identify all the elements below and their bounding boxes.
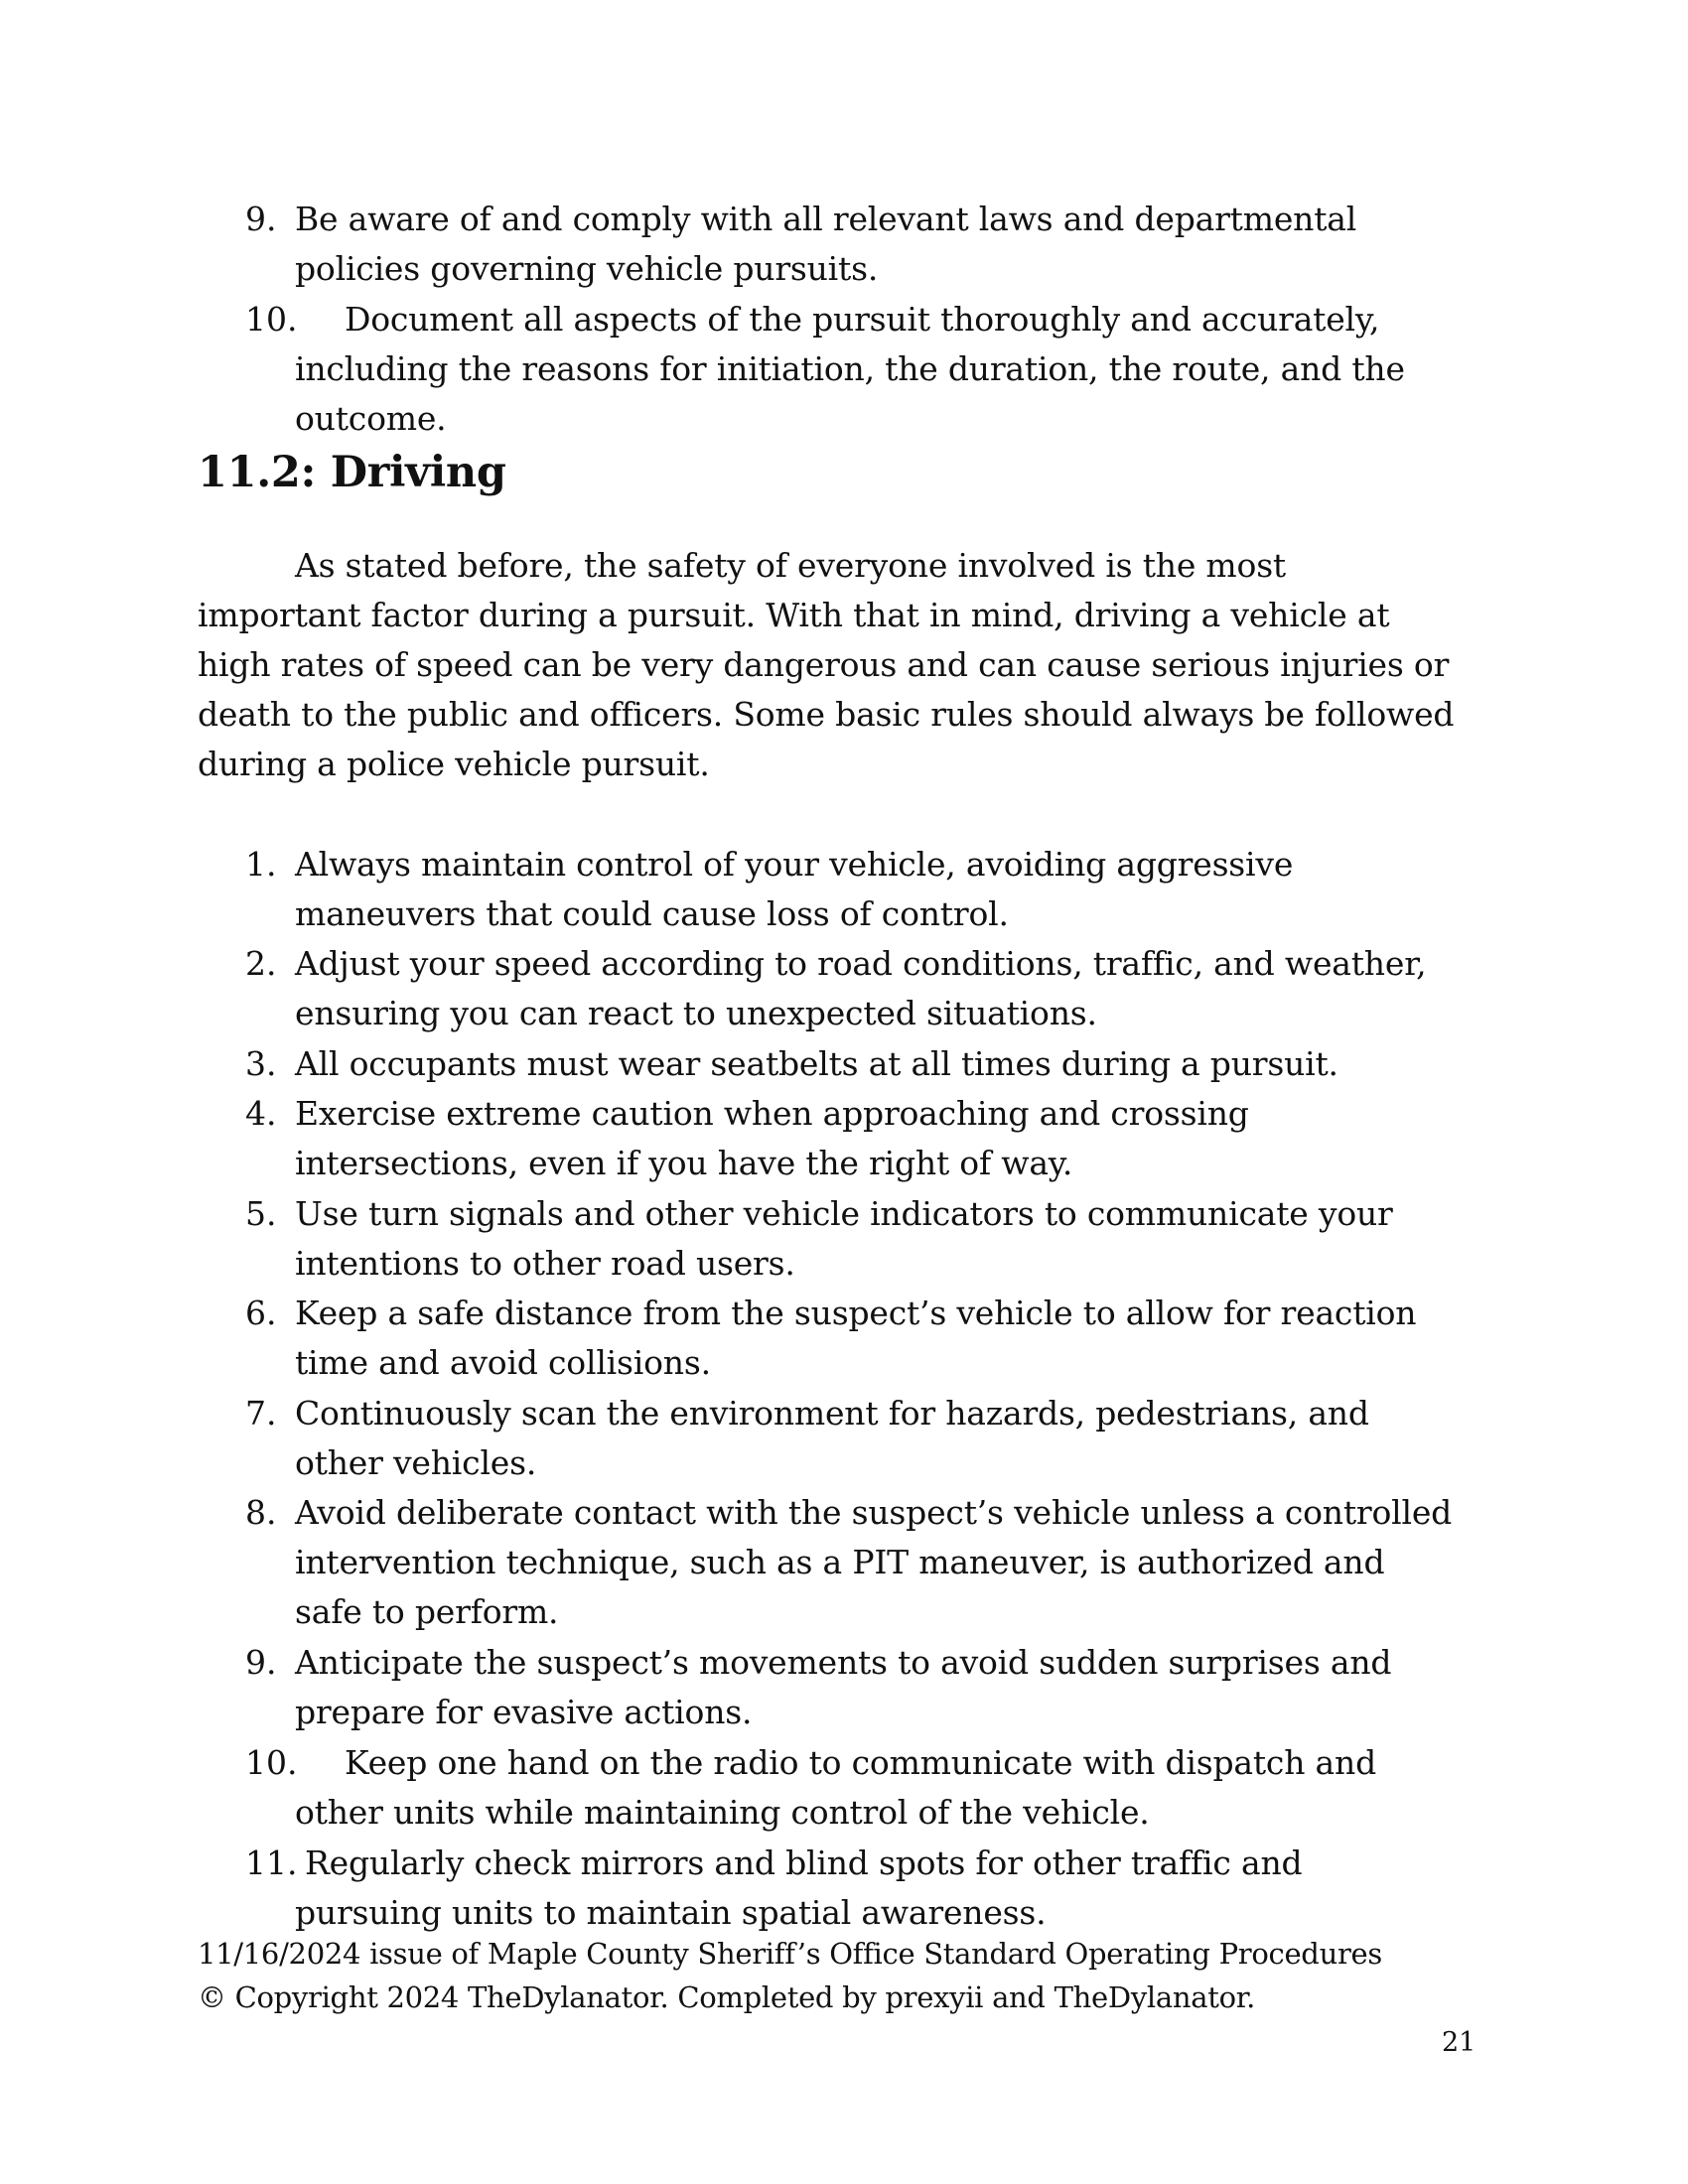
rule-text: Continuously scan the environment for hazards, pedestrians, and	[295, 1394, 1369, 1433]
rule-text: Keep one hand on the radio to communicate with dispatch and	[345, 1743, 1377, 1782]
list-item-text: policies governing vehicle pursuits.	[295, 249, 879, 288]
paragraph-line: high rates of speed can be very dangerous and can cause serious injuries or	[198, 645, 1450, 684]
rule-text: Always maintain control of your vehicle, avoiding aggressive	[295, 845, 1294, 884]
rule-number: 1.	[245, 845, 277, 884]
list-item-number: 9.	[245, 200, 277, 238]
footer-issue-line: 11/16/2024 issue of Maple County Sheriff’s Office Standard Operating Procedures	[198, 1937, 1382, 1971]
rule-text: other vehicles.	[295, 1443, 537, 1482]
paragraph-line: during a police vehicle pursuit.	[198, 745, 710, 783]
rule-text: pursuing units to maintain spatial awareness.	[295, 1893, 1047, 1932]
paragraph-line: important factor during a pursuit. With that in mind, driving a vehicle at	[198, 596, 1390, 634]
footer-copyright-line: © Copyright 2024 TheDylanator. Completed by prexyii and TheDylanator.	[198, 1980, 1256, 2014]
rule-text: safe to perform.	[295, 1592, 559, 1631]
rule-text: Avoid deliberate contact with the suspect’s vehicle unless a controlled	[295, 1493, 1453, 1532]
list-item-text: outcome.	[295, 399, 447, 438]
rule-text: intentions to other road users.	[295, 1244, 795, 1283]
list-item-text: including the reasons for initiation, the duration, the route, and the	[295, 349, 1405, 388]
rule-text: Adjust your speed according to road conditions, traffic, and weather,	[295, 944, 1427, 983]
section-heading: 11.2: Driving	[198, 448, 506, 497]
rule-number: 6.	[245, 1294, 277, 1332]
list-item-text: Be aware of and comply with all relevant laws and departmental	[295, 200, 1357, 238]
rule-text: intersections, even if you have the right of way.	[295, 1144, 1073, 1182]
paragraph-line: death to the public and officers. Some basic rules should always be followed	[198, 695, 1455, 734]
rule-text: intervention technique, such as a PIT maneuver, is authorized and	[295, 1543, 1385, 1581]
rule-number: 4.	[245, 1094, 277, 1133]
rule-text: Anticipate the suspect’s movements to avoid sudden surprises and	[295, 1643, 1392, 1682]
rule-number: 7.	[245, 1394, 277, 1433]
rule-text: Regularly check mirrors and blind spots for other traffic and	[305, 1843, 1303, 1882]
rule-text: Keep a safe distance from the suspect’s vehicle to allow for reaction	[295, 1294, 1417, 1332]
rule-text: maneuvers that could cause loss of control.	[295, 894, 1009, 933]
rule-text: Exercise extreme caution when approaching and crossing	[295, 1094, 1249, 1133]
list-item-text: Document all aspects of the pursuit thoroughly and accurately,	[345, 300, 1380, 339]
rule-text: other units while maintaining control of the vehicle.	[295, 1793, 1150, 1832]
rule-number: 2.	[245, 944, 277, 983]
list-item-number: 10.	[245, 300, 298, 339]
rule-text: All occupants must wear seatbelts at all times during a pursuit.	[295, 1044, 1338, 1083]
rule-number: 8.	[245, 1493, 277, 1532]
rule-text: time and avoid collisions.	[295, 1343, 711, 1382]
rule-number: 9.	[245, 1643, 277, 1682]
rule-number: 5.	[245, 1194, 277, 1233]
page-number: 21	[1442, 2027, 1477, 2058]
paragraph-line: As stated before, the safety of everyone involved is the most	[295, 546, 1286, 585]
rule-text: Use turn signals and other vehicle indicators to communicate your	[295, 1194, 1393, 1233]
rule-text: ensuring you can react to unexpected situations.	[295, 994, 1097, 1032]
rule-number: 3.	[245, 1044, 277, 1083]
rule-text: prepare for evasive actions.	[295, 1693, 753, 1731]
rule-number: 10.	[245, 1743, 298, 1782]
rule-number: 11.	[245, 1843, 298, 1882]
